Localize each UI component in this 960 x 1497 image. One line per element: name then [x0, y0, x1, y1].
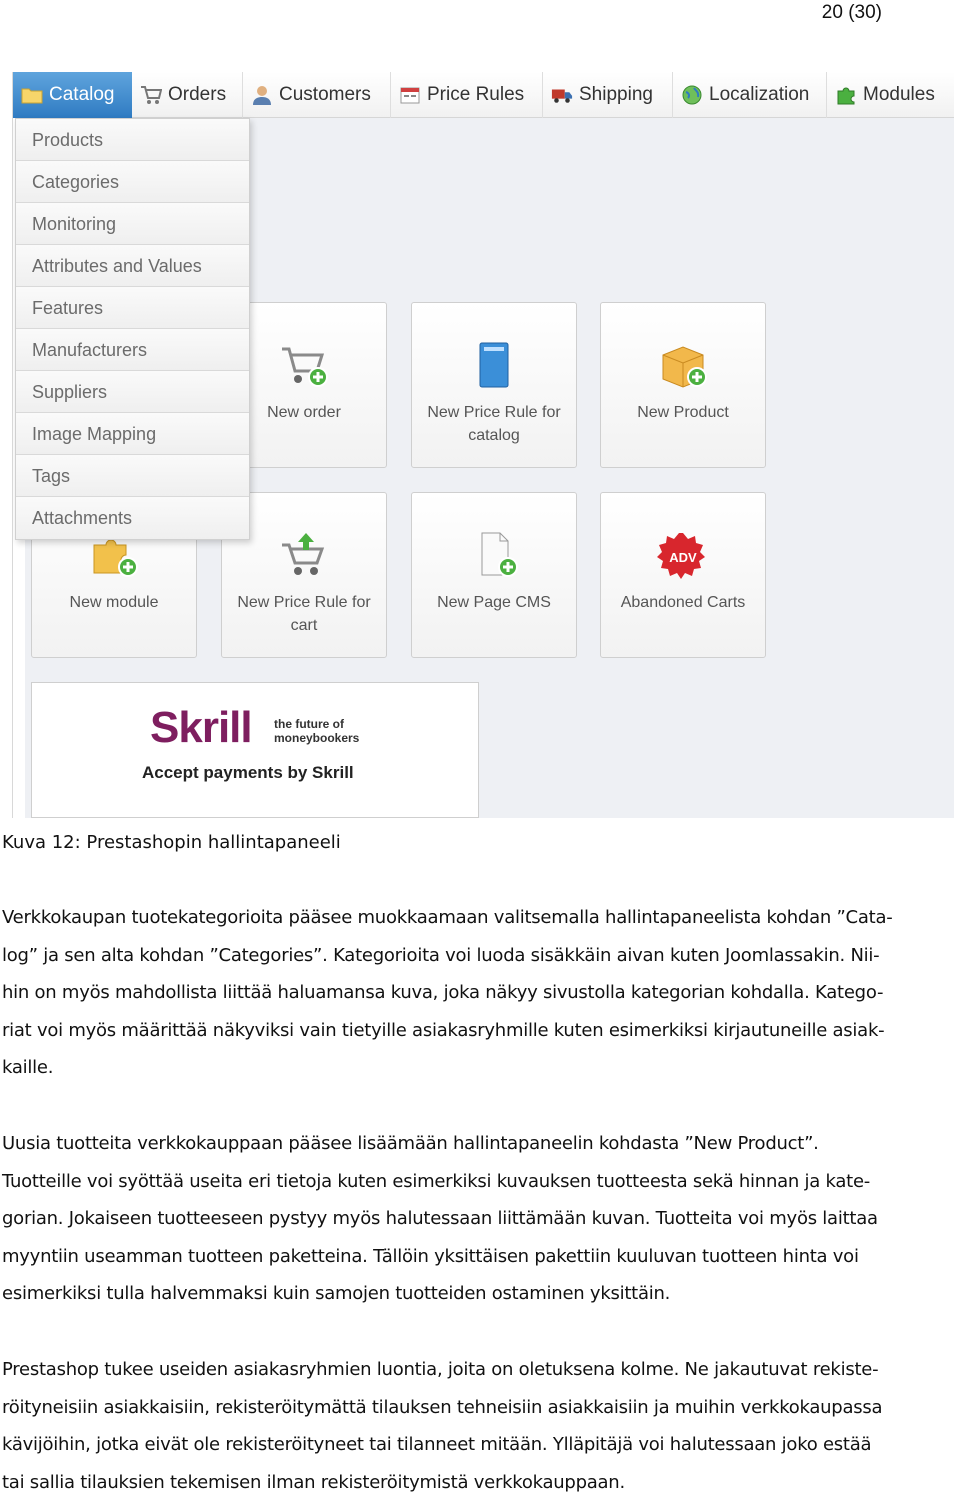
tab-label: Orders [168, 84, 227, 105]
skrill-tagline-line-1: the future of [274, 717, 344, 731]
text-line: esimerkiksi tulla halvemmaksi kuin samojen tuotteiden ostaminen yksittäin. [2, 1283, 671, 1305]
paragraph-customer-groups [2, 1351, 932, 1497]
tile-new-price-rule-catalog[interactable] [411, 302, 577, 468]
text-line: myyntiin useamman tuotteen paketteina. Tällöin yksittäisen pakettiin kuuluvan tuotteen hinta voi [2, 1245, 859, 1267]
tab-label: Customers [279, 84, 371, 105]
truck-icon [551, 85, 573, 105]
globe-icon [681, 85, 703, 105]
paragraph-categories [2, 899, 932, 1087]
tab-label: Price Rules [427, 84, 525, 105]
tab-modules[interactable] [827, 72, 954, 118]
tab-label: Catalog [49, 84, 115, 105]
text-line: kaille. [2, 1057, 54, 1079]
tile-label: Abandoned Carts [620, 594, 746, 611]
figure-caption: Kuva 12: Prestashopin hallintapaneeli [2, 832, 341, 853]
text-line: log” ja sen alta kohdan ”Categories”. Kategorioita voi luoda sisäkkäin aivan kuten Joomlassakin. Nii- [2, 944, 880, 966]
adv-badge-text: ADV [669, 550, 697, 565]
price-tag-icon [399, 85, 421, 105]
box-add-icon [655, 341, 711, 391]
menu-item-suppliers[interactable]: Suppliers [16, 371, 249, 413]
menu-item-manufacturers[interactable]: Manufacturers [16, 329, 249, 371]
adv-badge-icon [655, 531, 711, 581]
menu-item-attributes-and-values[interactable]: Attributes and Values [16, 245, 249, 287]
tile-new-page-cms[interactable] [411, 492, 577, 658]
menu-item-monitoring[interactable]: Monitoring [16, 203, 249, 245]
skrill-banner[interactable] [31, 682, 479, 818]
cart-add-icon [276, 341, 332, 391]
text-line: Tuotteille voi syöttää useita eri tietoja kuten esimerkiksi kuvauksen tuotteesta sekä hinnan ja kate- [2, 1170, 871, 1192]
skrill-tagline [274, 717, 359, 745]
tab-customers[interactable] [243, 72, 391, 118]
text-line: Verkkokaupan tuotekategorioita pääsee muokkaamaan valitsemalla hallintapaneelista kohdan ”Cata- [2, 907, 893, 928]
text-line: röityneisiin asiakkaisiin, rekisteröitymättä tilauksen tehneisiin asiakkaisiin ja muihin verkkokaupassa [2, 1396, 883, 1418]
menu-item-tags[interactable]: Tags [16, 455, 249, 497]
tile-label: New Price Rule for cart [237, 594, 371, 634]
cart-up-icon [276, 531, 332, 581]
skrill-accept-text: Accept payments by Skrill [142, 763, 354, 782]
tab-label: Shipping [579, 84, 653, 105]
tab-label: Modules [863, 84, 935, 105]
user-icon [251, 85, 273, 105]
tile-label: New Product [637, 404, 729, 421]
page-number: 20 (30) [821, 2, 882, 23]
admin-menu-bar [13, 72, 954, 118]
skrill-tagline-line-2: moneybookers [274, 731, 360, 745]
menu-item-products[interactable]: Products [16, 119, 249, 161]
menu-item-image-mapping[interactable]: Image Mapping [16, 413, 249, 455]
menu-item-attachments[interactable]: Attachments [16, 497, 249, 539]
cart-icon [140, 85, 162, 105]
paragraph-products [2, 1125, 932, 1313]
menu-item-features[interactable]: Features [16, 287, 249, 329]
text-line: kävijöihin, jotka eivät ole rekisteröityneet tai tilanneet mitään. Ylläpitäjä voi halutessaan joko estää [2, 1434, 872, 1456]
puzzle-icon [835, 85, 857, 105]
admin-panel-screenshot [12, 72, 954, 818]
book-icon [466, 341, 522, 391]
skrill-logo: Skrill [150, 703, 252, 752]
tab-localization[interactable] [673, 72, 827, 118]
text-line: tai sallia tilauksien tekemisen ilman rekisteröitymistä verkkokauppaan. [2, 1471, 625, 1493]
folder-icon [21, 85, 43, 105]
tab-shipping[interactable] [543, 72, 673, 118]
tab-label: Localization [709, 84, 810, 105]
tile-label: New order [267, 404, 341, 421]
tile-new-product[interactable] [600, 302, 766, 468]
text-line: Prestashop tukee useiden asiakasryhmien luontia, joita on oletuksena kolme. Ne jakautuvat rekiste- [2, 1359, 879, 1380]
tab-orders[interactable] [132, 72, 243, 118]
tab-catalog[interactable] [13, 72, 132, 118]
tile-label: New Price Rule for catalog [427, 404, 561, 444]
tile-abandoned-carts[interactable] [600, 492, 766, 658]
text-line: gorian. Jokaiseen tuotteeseen pystyy myös halutessaan liittämään kuvan. Tuotteita voi myös laittaa [2, 1208, 878, 1230]
tile-label: New Page CMS [437, 594, 551, 611]
catalog-dropdown-menu [15, 118, 250, 540]
text-line: hin on myös mahdollista liittää haluamansa kuva, joka näkyy sivustolla kategorian kohdalla. Katego- [2, 982, 884, 1004]
menu-item-categories[interactable]: Categories [16, 161, 249, 203]
tab-price-rules[interactable] [391, 72, 543, 118]
text-line: riat voi myös määrittää näkyviksi vain tietyille asiakasryhmille kuten esimerkiksi kirjautuneille asiak- [2, 1019, 885, 1041]
text-line: Uusia tuotteita verkkokauppaan pääsee lisäämään hallintapaneelin kohdasta ”New Product”. [2, 1133, 819, 1154]
tile-label: New module [69, 594, 159, 611]
page-add-icon [466, 531, 522, 581]
